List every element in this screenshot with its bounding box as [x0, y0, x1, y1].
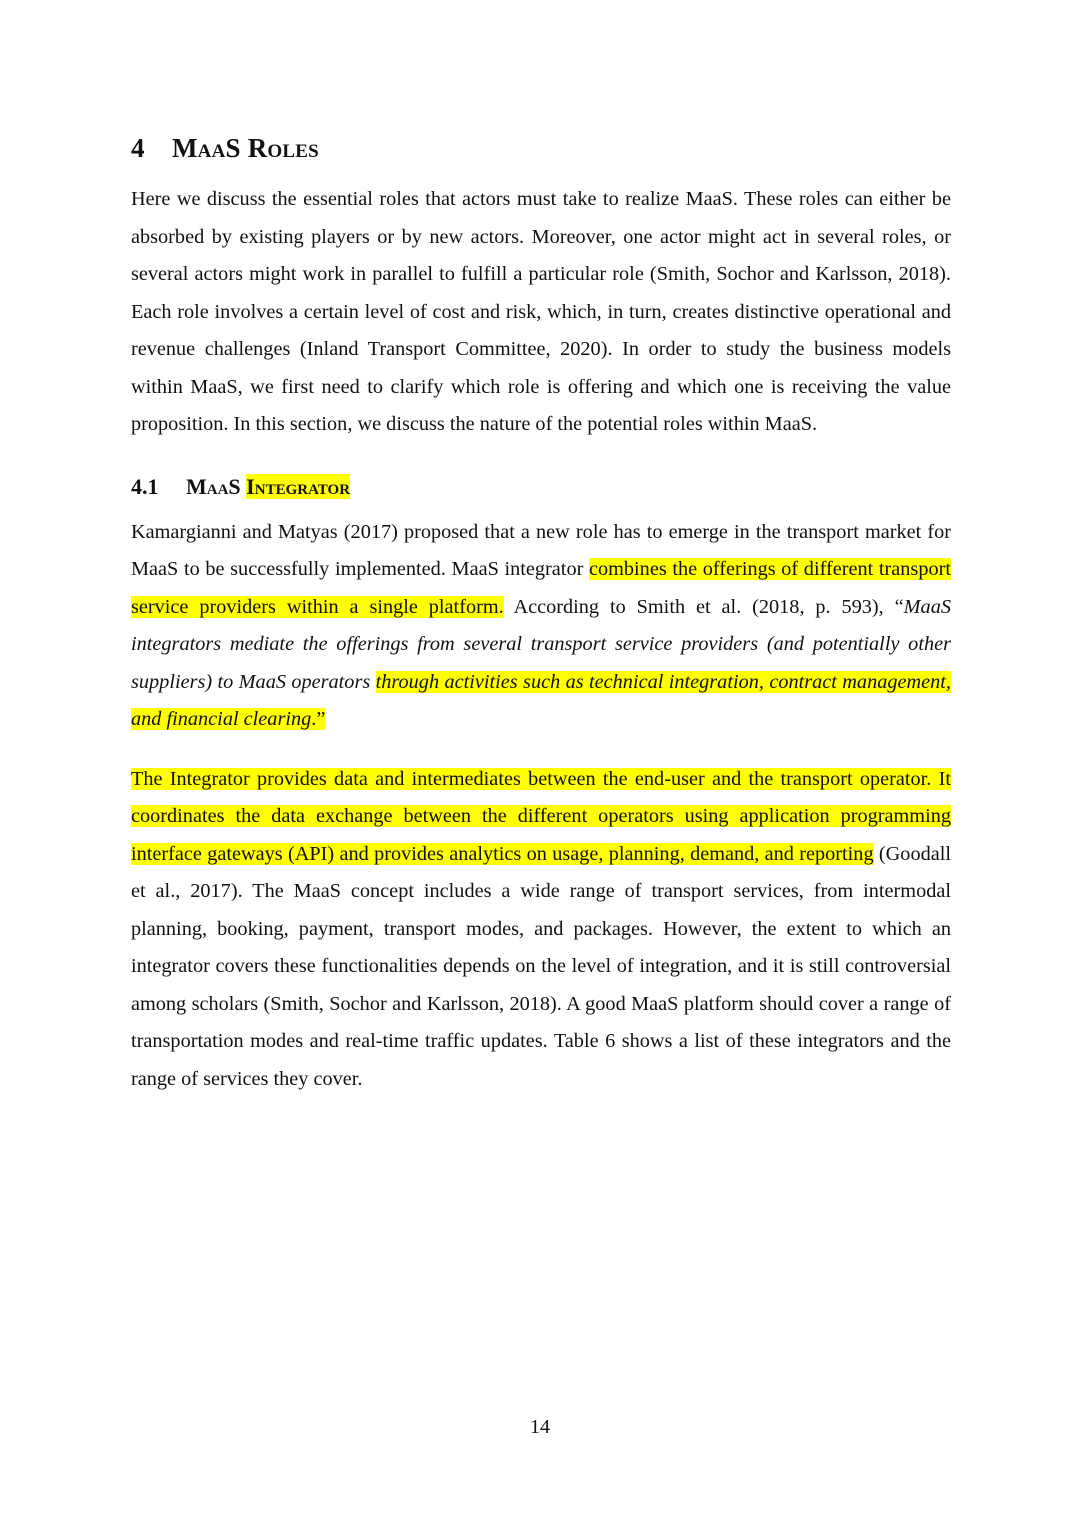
highlighted-text: combines the offerings of different transport service providers within a single platform. [131, 558, 951, 618]
section-number: 4 [131, 133, 145, 163]
highlighted-text: The Integrator provides data and intermediates between the end-user and the transport operator. It coordinates the data exchange between the different operators using application programming interface gateways (API) and provides analytics on usage, planning, demand, and reporting [131, 767, 951, 865]
section-heading [131, 128, 951, 168]
subsection-number: 4.1 [131, 473, 159, 499]
highlighted-quoted-text: through activities such as technical integration, contract management, and financial clearing [131, 670, 951, 730]
subsection-title-highlighted: Integrator [246, 473, 351, 499]
section-title: MaaS Roles [172, 133, 319, 163]
document-page [131, 128, 951, 1098]
quoted-text: MaaS integrators mediate the offerings from several transport service providers (and potentially other suppliers) to MaaS operators [131, 595, 951, 693]
paragraph-text: Kamargianni and Matyas (2017) proposed that a new role has to emerge in the transport market for MaaS to be successfully implemented. MaaS integrator [131, 520, 951, 580]
paragraph-text: (Goodall et al., 2017). The MaaS concept includes a wide range of transport services, from intermodal planning, booking, payment, transport modes, and packages. However, the extent to which an integrator covers these functionalities depends on the level of integration, and it is still controversial among scholars (Smith, Sochor and Karlsson, 2018). A good MaaS platform should cover a range of transportation modes and real-time traffic updates. Table 6 shows a list of these integrators and the range of services they cover. [131, 842, 951, 1090]
integrator-definition-paragraph [131, 514, 951, 739]
subsection-heading [131, 470, 951, 504]
paragraph-text: According to Smith et al. (2018, p. 593), “ [503, 595, 904, 618]
subsection-title-plain: MaaS [186, 473, 247, 499]
highlighted-quote-close: .” [311, 708, 326, 730]
page-number: 14 [530, 1416, 550, 1438]
integrator-functions-paragraph [131, 761, 951, 1099]
intro-paragraph: Here we discuss the essential roles that actors must take to realize MaaS. These roles can either be absorbed by existing players or by new actors. Moreover, one actor might act in several roles, or several actors might work in parallel to fulfill a particular role (Smith, Sochor and Karlsson, 2018). Each role involves a certain level of cost and risk, which, in turn, creates distinctive operational and revenue challenges (Inland Transport Committee, 2020). In order to study the business models within MaaS, we first need to clarify which role is offering and which one is receiving the value proposition. In this section, we discuss the nature of the potential roles within MaaS. [131, 188, 951, 435]
